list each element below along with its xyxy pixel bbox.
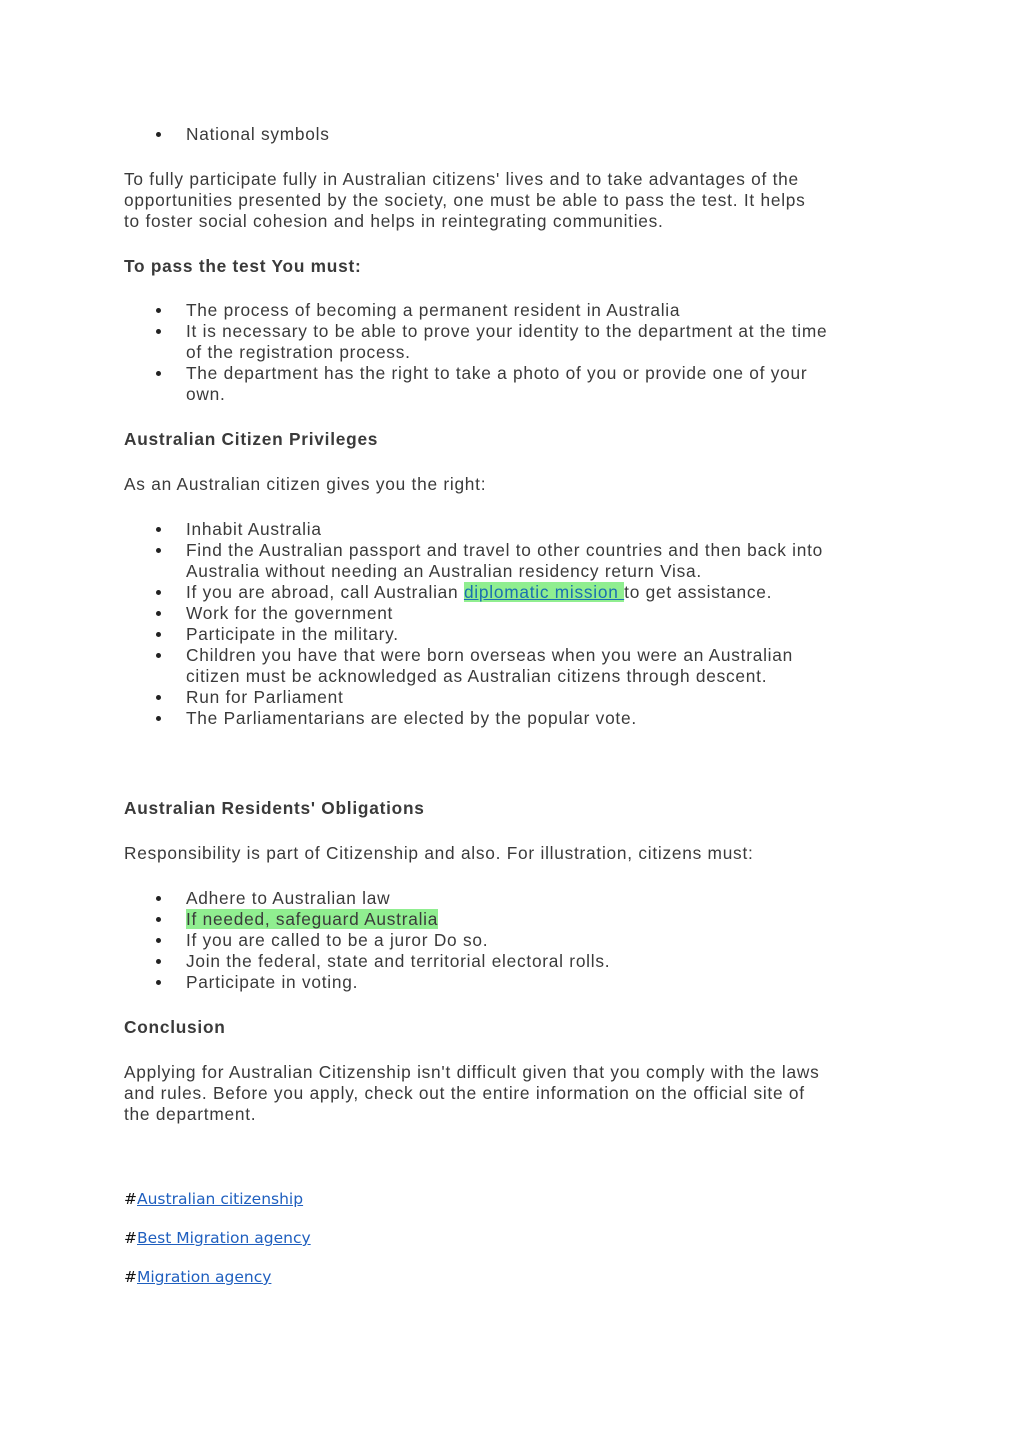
list-item — [124, 708, 904, 729]
hashtag-best-migration-agency — [124, 1228, 311, 1248]
bullet-icon — [156, 938, 161, 943]
list-item-text: Participate in voting. — [186, 972, 359, 992]
list-item-text: The Parliamentarians are elected by the popular vote. — [186, 708, 637, 728]
list-item — [124, 930, 904, 951]
conclusion-line: Applying for Australian Citizenship isn't difficult given that you comply with the laws — [124, 1062, 820, 1082]
list-item — [124, 645, 904, 687]
diplomatic-mission-link[interactable]: diplomatic mission — [463, 582, 625, 602]
list-item-text: Participate in the military. — [186, 624, 399, 644]
privileges-intro: As an Australian citizen gives you the right: — [124, 474, 487, 494]
bullet-icon — [156, 917, 161, 922]
list-item — [124, 519, 904, 540]
list-item-text: If you are abroad, call Australian — [186, 582, 464, 602]
obligations-intro: Responsibility is part of Citizenship and also. For illustration, citizens must: — [124, 843, 754, 863]
list-item — [124, 972, 904, 993]
intro-paragraph — [124, 169, 904, 232]
conclusion-paragraph — [124, 1062, 904, 1125]
list-item-text: Children you have that were born overseas when you were an Australian — [186, 645, 793, 665]
bullet-icon — [156, 308, 161, 313]
list-item — [124, 321, 904, 363]
bullet-icon — [156, 959, 161, 964]
intro-line: To fully participate fully in Australian citizens' lives and to take advantages of the — [124, 169, 799, 189]
list-item-text: own. — [186, 384, 226, 404]
bullet-icon — [156, 527, 161, 532]
obligations-list — [124, 888, 904, 993]
test-heading: To pass the test You must: — [124, 256, 362, 276]
list-item-text: Adhere to Australian law — [186, 888, 391, 908]
bullet-icon — [156, 632, 161, 637]
bullet-icon — [156, 695, 161, 700]
list-item — [124, 540, 904, 582]
hashtag-migration-agency — [124, 1267, 271, 1287]
bullet-icon — [156, 980, 161, 985]
bullet-icon — [156, 548, 161, 553]
list-item-text: The department has the right to take a photo of you or provide one of your — [186, 363, 808, 383]
hash-symbol: # — [124, 1229, 137, 1247]
list-item-text: Find the Australian passport and travel to other countries and then back into — [186, 540, 824, 560]
list-item — [124, 888, 904, 909]
test-requirements-list — [124, 300, 904, 405]
bullet-icon — [156, 611, 161, 616]
migration-agency-link[interactable]: Migration agency — [137, 1268, 272, 1286]
list-item-text: Work for the government — [186, 603, 394, 623]
conclusion-line: and rules. Before you apply, check out the entire information on the official site of — [124, 1083, 805, 1103]
privileges-heading: Australian Citizen Privileges — [124, 429, 379, 449]
bullet-icon — [156, 590, 161, 595]
list-item-text: Inhabit Australia — [186, 519, 322, 539]
intro-line: opportunities presented by the society, one must be able to pass the test. It helps — [124, 190, 806, 210]
list-item — [124, 951, 904, 972]
list-item — [124, 909, 904, 930]
privileges-list — [124, 519, 904, 729]
list-item-text: National symbols — [186, 124, 330, 144]
highlighted-text: If needed, safeguard Australia — [186, 909, 439, 929]
list-item — [124, 582, 904, 603]
obligations-heading: Australian Residents' Obligations — [124, 798, 425, 818]
bullet-icon — [156, 371, 161, 376]
hash-symbol: # — [124, 1190, 137, 1208]
list-item — [124, 624, 904, 645]
conclusion-line: the department. — [124, 1104, 257, 1124]
intro-line: to foster social cohesion and helps in reintegrating communities. — [124, 211, 664, 231]
list-item — [124, 363, 904, 405]
list-item-text: Join the federal, state and territorial electoral rolls. — [186, 951, 611, 971]
list-item — [124, 300, 904, 321]
list-item-text: of the registration process. — [186, 342, 411, 362]
list-item-text: to get assistance. — [624, 582, 773, 602]
bullet-icon — [156, 653, 161, 658]
list-item-text: Australia without needing an Australian residency return Visa. — [186, 561, 702, 581]
hashtag-australian-citizenship — [124, 1189, 303, 1209]
list-item-text: The process of becoming a permanent resident in Australia — [186, 300, 681, 320]
list-item — [124, 687, 904, 708]
list-item-text: It is necessary to be able to prove your identity to the department at the time — [186, 321, 828, 341]
list-item — [124, 124, 904, 145]
australian-citizenship-link[interactable]: Australian citizenship — [137, 1190, 304, 1208]
list-item-text: citizen must be acknowledged as Australian citizens through descent. — [186, 666, 768, 686]
list-item — [124, 603, 904, 624]
list-item-text: If you are called to be a juror Do so. — [186, 930, 489, 950]
best-migration-agency-link[interactable]: Best Migration agency — [137, 1229, 311, 1247]
bullet-icon — [156, 329, 161, 334]
conclusion-heading: Conclusion — [124, 1017, 226, 1037]
list-item-text: Run for Parliament — [186, 687, 344, 707]
hash-symbol: # — [124, 1268, 137, 1286]
bullet-icon — [156, 896, 161, 901]
bullet-icon — [156, 716, 161, 721]
bullet-icon — [156, 132, 161, 137]
national-symbols-list — [124, 124, 904, 145]
